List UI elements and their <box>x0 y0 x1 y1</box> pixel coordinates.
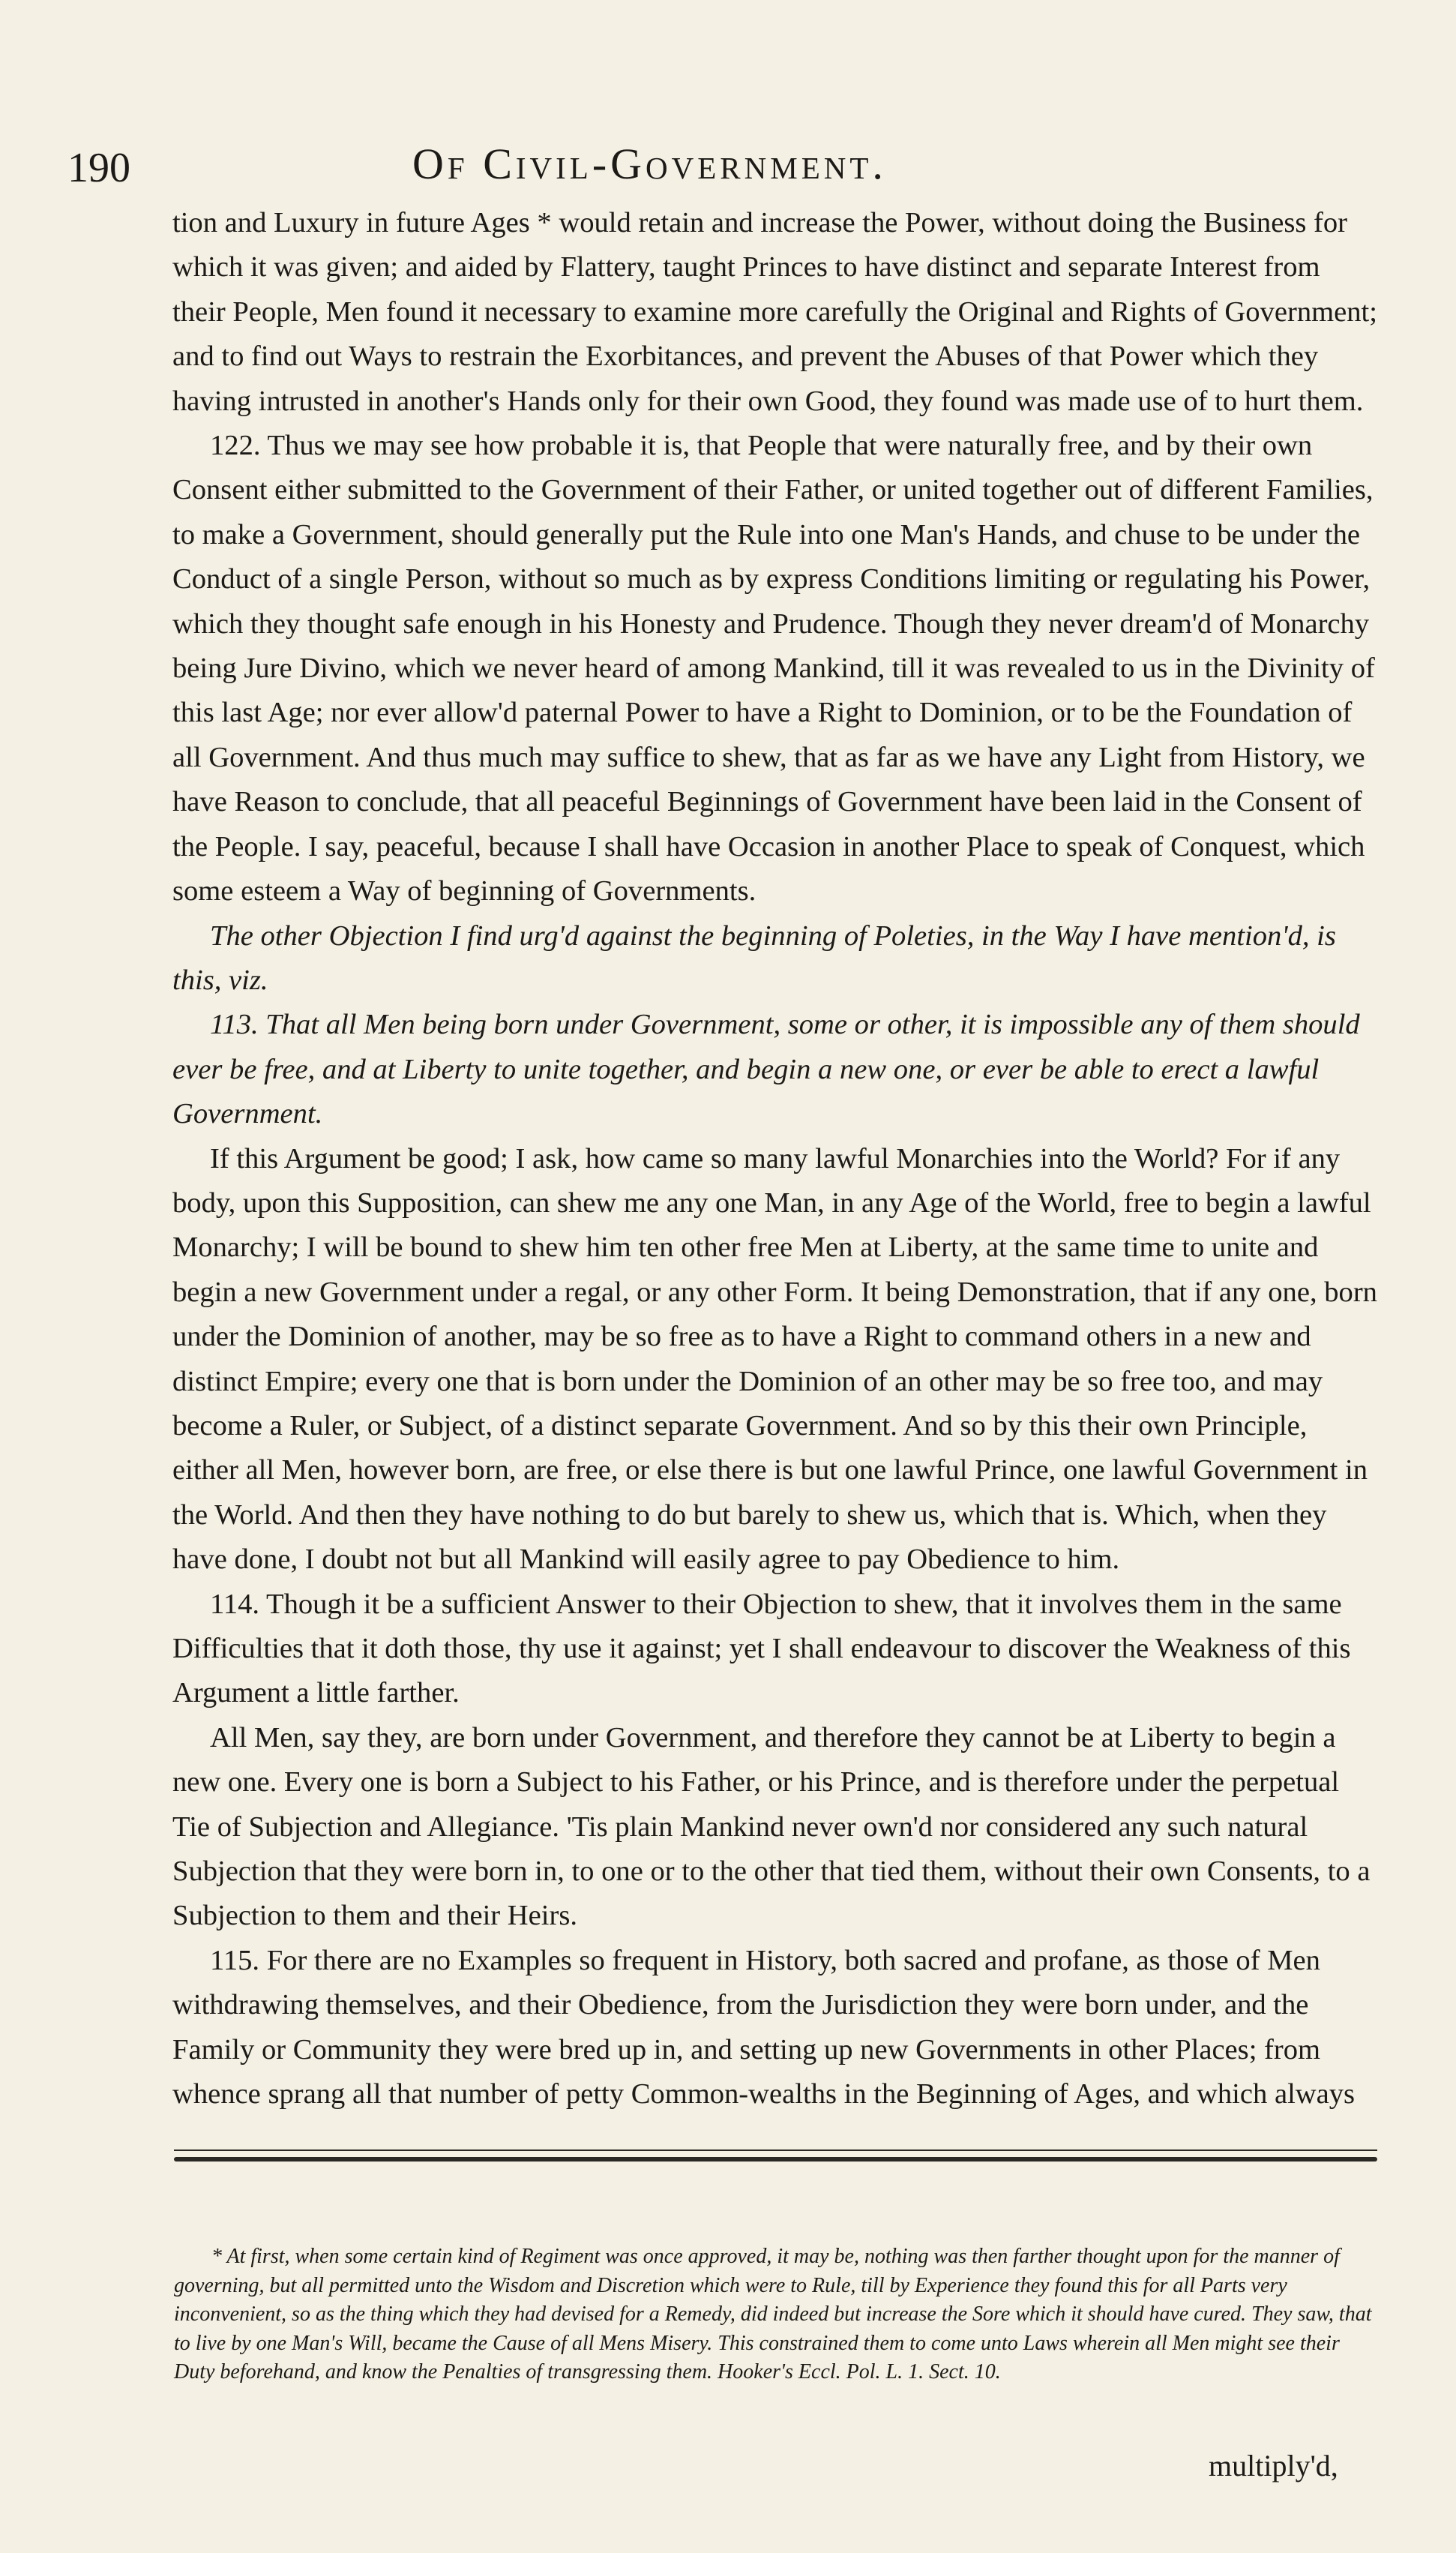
paragraph: The other Objection I find urg'd against the beginning of Poleties, in the Way I have mention'd, is this, viz. <box>172 920 1336 996</box>
footnote-divider <box>174 2157 1377 2162</box>
running-title: Of Civil-Government. <box>412 140 887 188</box>
paragraph: tion and Luxury in future Ages * would retain and increase the Power, without doing the Business for which it was given; and aided by Flattery, taught Princes to have distinct and separate Interest from their People, Men found it necessary to examine more carefully the Original and Rights of Government; and to find out Ways to restrain the Exorbitances, and prevent the Abuses of that Power which they having intrusted in another's Hands only for their own Good, they found was made use of to hurt them. <box>172 207 1377 417</box>
paragraph: 122. Thus we may see how probable it is, that People that were naturally free, and by their own Consent either submitted to the Government of their Father, or united together out of different Families, to make a Government, should generally put the Rule into one Man's Hands, and chuse to be under the Conduct of a single Person, without so much as by express Conditions limiting or regulating his Power, which they thought safe enough in his Honesty and Prudence. Though they never dream'd of Monarchy being Jure Divino, which we never heard of among Mankind, till it was revealed to us in the Divinity of this last Age; nor ever allow'd paternal Power to have a Right to Dominion, or to be the Foundation of all Government. And thus much may suffice to shew, that as far as we have any Light from History, we have Reason to conclude, that all peaceful Beginnings of Government have been laid in the Consent of the People. I say, peaceful, because I shall have Occasion in another Place to speak of Conquest, which some esteem a Way of beginning of Governments. <box>172 430 1375 908</box>
paragraph: If this Argument be good; I ask, how came so many lawful Monarchies into the World? For if any body, upon this Supposition, can shew me any one Man, in any Age of the World, free to begin a lawful Monarchy; I will be bound to shew him ten other free Men at Liberty, at the same time to unite and begin a new Government under a regal, or any other Form. It being Demonstration, that if any one, born under the Dominion of another, may be so free as to have a Right to command others in a new and distinct Empire; every one that is born under the Dominion of an other may be so free too, and may become a Ruler, or Subject, of a distinct separate Government. And so by this their own Principle, either all Men, however born, are free, or else there is but one lawful Prince, one lawful Government in the World. And then they have nothing to do but barely to shew us, which that is. Which, when they have done, I doubt not but all Mankind will easily agree to pay Obedience to him. <box>172 1142 1377 1576</box>
catchword: multiply'd, <box>1209 2449 1338 2482</box>
main-text <box>172 201 1380 2116</box>
paragraph: 113. That all Men being born under Government, some or other, it is impossible any of them should ever be free, and at Liberty to unite together, and begin a new one, or ever be able to erect a lawful Government. <box>172 1009 1360 1130</box>
footnote-text: * At first, when some certain kind of Regiment was once approved, it may be, nothing was then farther thought upon for the manner of governing, but all permitted unto the Wisdom and Discretion which were to Rule, till by Experience they found this for all Parts very inconvenient, so as the thing which they had devised for a Remedy, did indeed but increase the Sore which it should have cured. They saw, that to live by one Man's Will, became the Cause of all Mens Misery. This constrained them to come unto Laws wherein all Men might see their Duty beforehand, and know the Penalties of transgressing them. Hooker's Eccl. Pol. L. 1. Sect. 10. <box>174 2245 1372 2384</box>
footnote-divider-thin <box>174 2150 1377 2151</box>
page-number: 190 <box>67 145 130 191</box>
footnote <box>174 2242 1377 2387</box>
paragraph: 115. For there are no Examples so frequent in History, both sacred and profane, as those of Men withdrawing themselves, and their Obedience, from the Jurisdiction they were born under, and the Family or Community they were bred up in, and setting up new Governments in other Places; from whence sprang all that number of petty Common-wealths in the Beginning of Ages, and which always <box>172 1944 1356 2110</box>
paragraph: 114. Though it be a sufficient Answer to their Objection to shew, that it involves them in the same Difficulties that it doth those, thy use it against; yet I shall endeavour to discover the Weakness of this Argument a little farther. <box>172 1588 1351 1709</box>
paragraph: All Men, say they, are born under Government, and therefore they cannot be at Liberty to begin a new one. Every one is born a Subject to his Father, or his Prince, and is therefore under the perpetual Tie of Subjection and Allegiance. 'Tis plain Mankind never own'd nor considered any such natural Subjection that they were born in, to one or to the other that tied them, without their own Consents, to a Subjection to them and their Heirs. <box>172 1721 1371 1932</box>
